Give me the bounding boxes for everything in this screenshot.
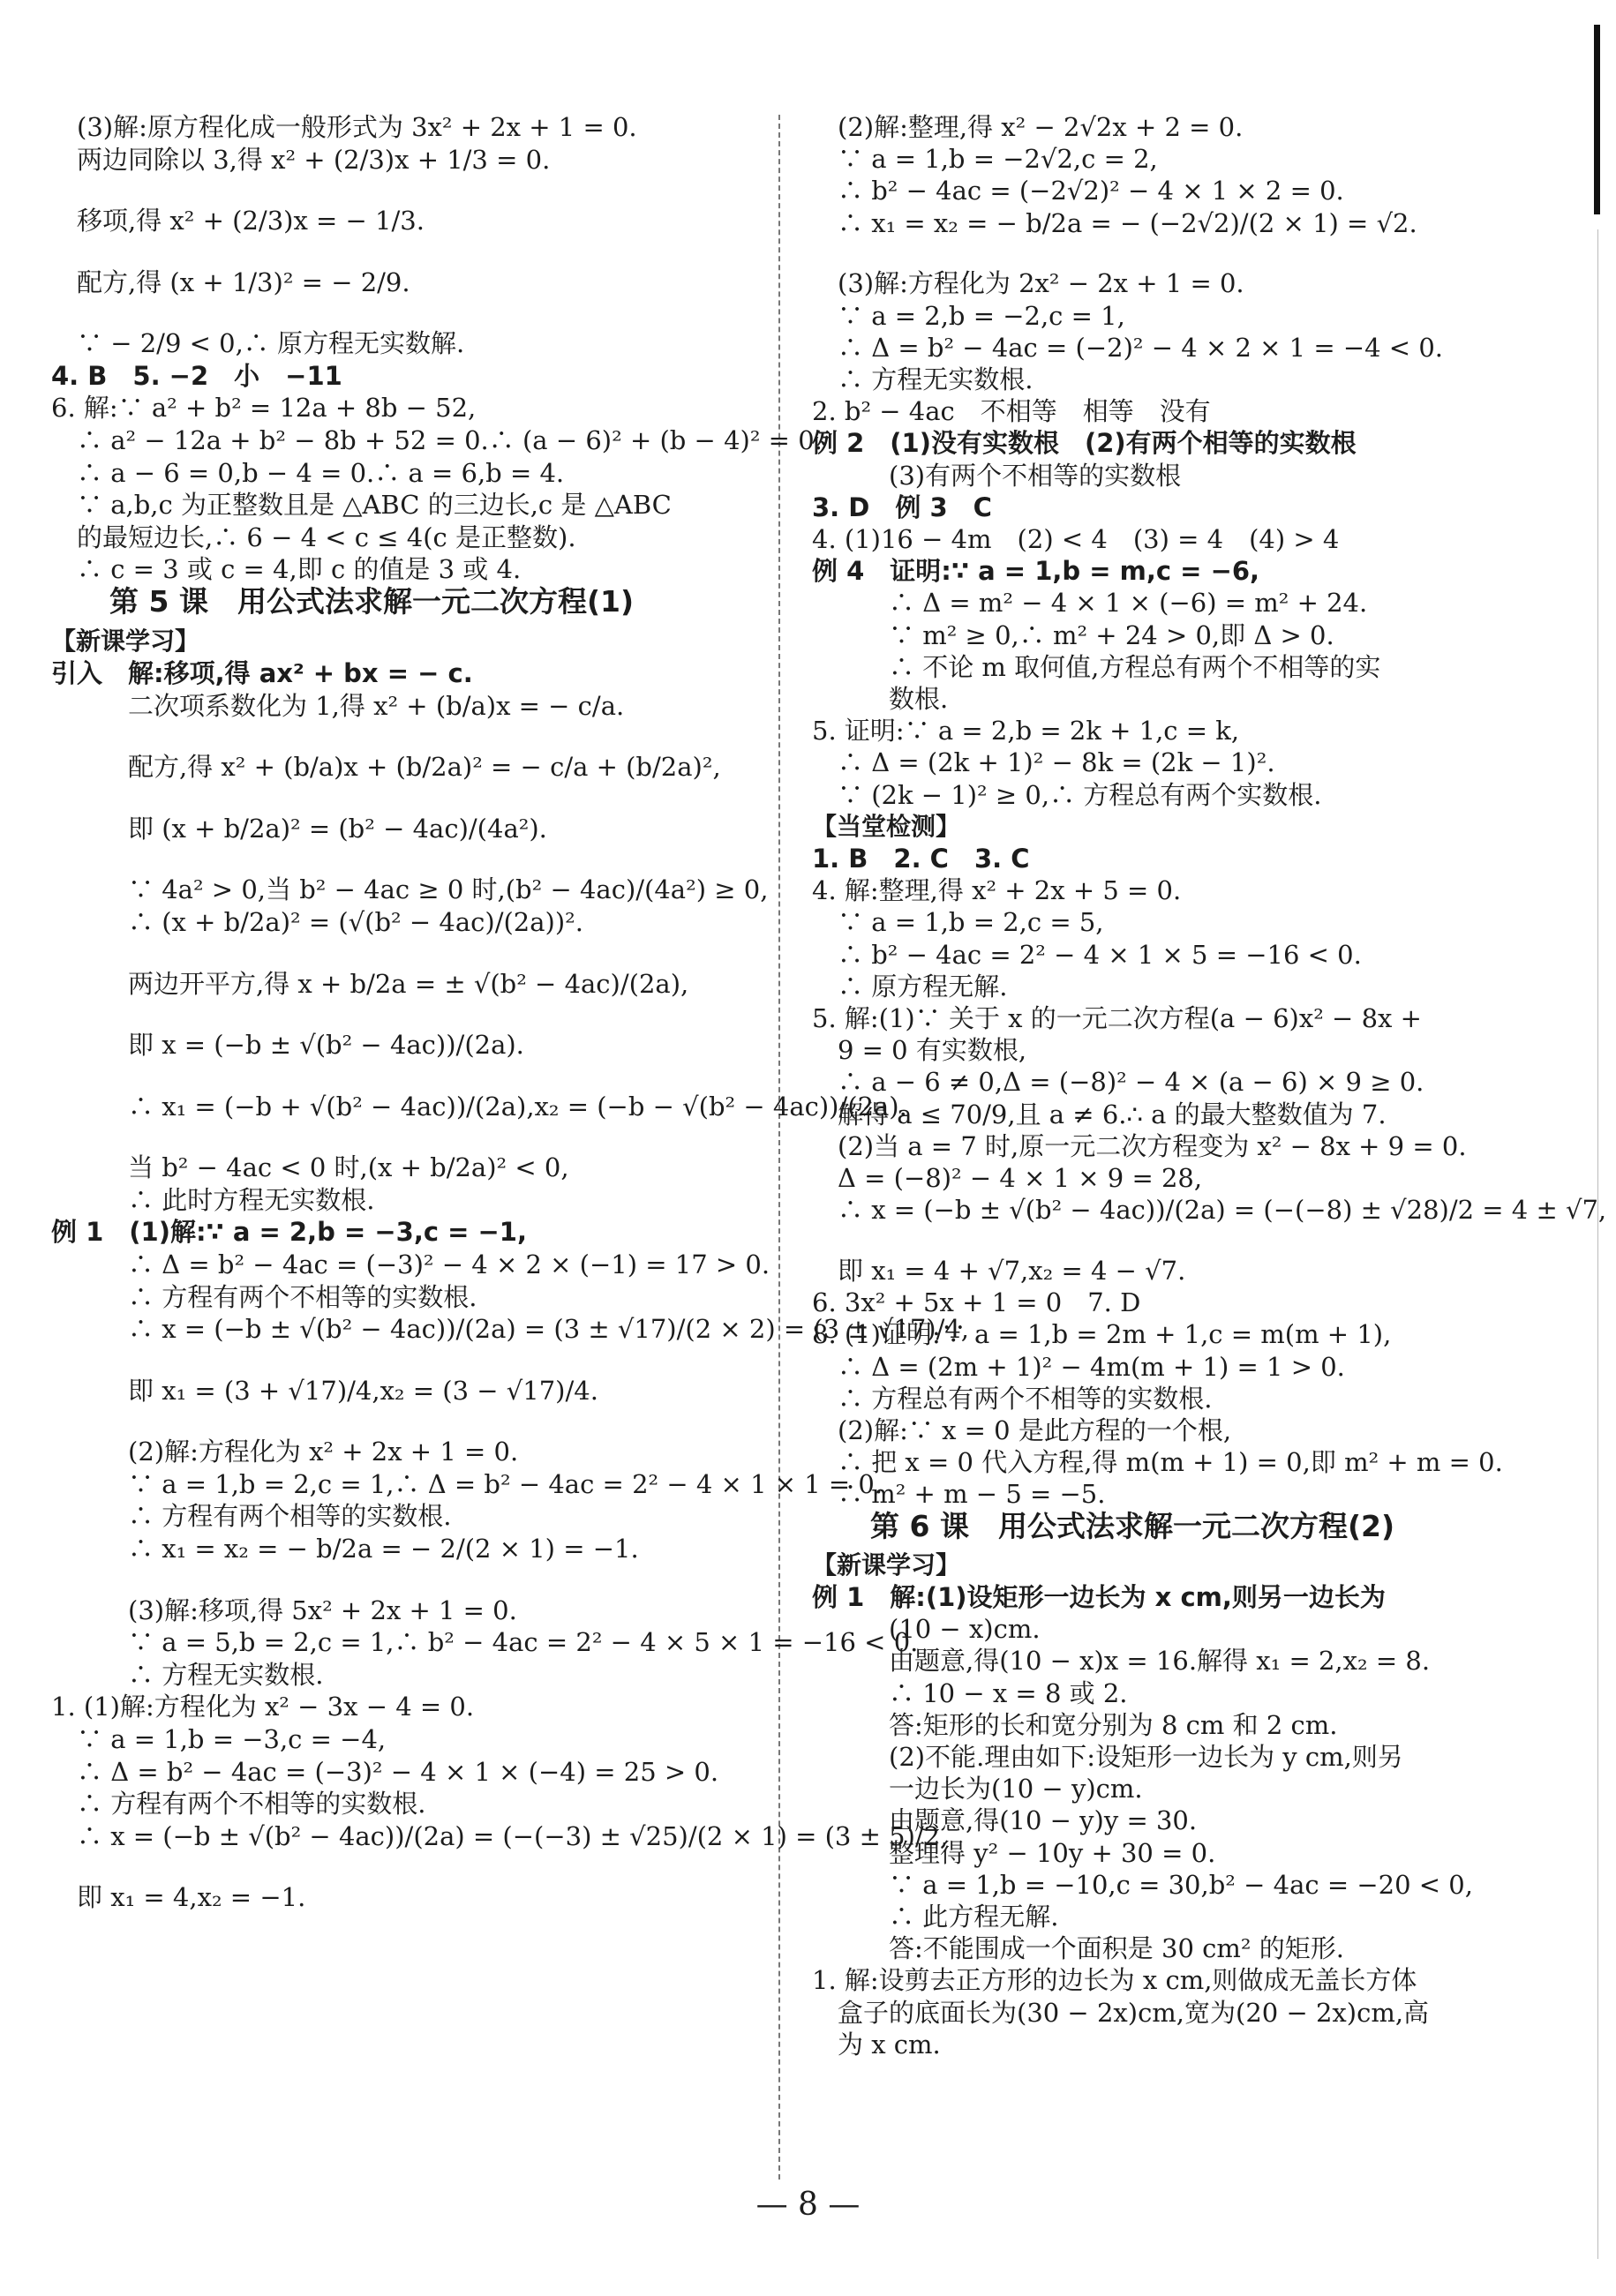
text-line: 当 b² − 4ac < 0 时,(x + b/2a)² < 0, xyxy=(51,1152,569,1183)
text-line: (3)有两个不相等的实数根 xyxy=(812,460,1182,491)
text-line: (3)解:移项,得 5x² + 2x + 1 = 0. xyxy=(51,1594,517,1625)
text-line: (10 − x)cm. xyxy=(812,1614,1041,1645)
text-line: ∴ 方程有两个相等的实数根. xyxy=(51,1501,452,1532)
text-line: ∴ Δ = (2m + 1)² − 4m(m + 1) = 1 > 0. xyxy=(812,1351,1345,1382)
text-line: ∴ 10 − x = 8 或 2. xyxy=(812,1677,1128,1708)
text-line: (3)解:原方程化成一般形式为 3x² + 2x + 1 = 0. xyxy=(51,112,637,142)
text-line: 配方,得 (x + 1/3)² = − 2/9. xyxy=(51,266,410,297)
section-heading: 【新课学习】 xyxy=(812,1549,961,1579)
text-line: ∴ c = 3 或 c = 4,即 c 的值是 3 或 4. xyxy=(51,554,522,585)
text-line: 9 = 0 有实数根, xyxy=(812,1035,1027,1066)
text-line: 即 x₁ = 4,x₂ = −1. xyxy=(51,1882,306,1913)
text-line: ∴ Δ = b² − 4ac = (−3)² − 4 × 1 × (−4) = 25 > 0. xyxy=(51,1756,719,1787)
text-line: ∵ a = 5,b = 2,c = 1,∴ b² − 4ac = 2² − 4 × 5 × 1 = −16 < 0. xyxy=(51,1627,919,1658)
text-line: 1. B 2. C 3. C xyxy=(812,843,1030,874)
text-line: 答:不能围成一个面积是 30 cm² 的矩形. xyxy=(812,1933,1344,1964)
text-line: ∵ a = 2,b = −2,c = 1, xyxy=(812,300,1125,331)
text-line: ∵ 4a² > 0,当 b² − 4ac ≥ 0 时,(b² − 4ac)/(4a²) ≥ 0, xyxy=(51,874,769,905)
text-line: 一边长为(10 − y)cm. xyxy=(812,1774,1143,1805)
text-line: 6. 3x² + 5x + 1 = 0 7. D xyxy=(812,1287,1141,1318)
text-line: 即 (x + b/2a)² = (b² − 4ac)/(4a²). xyxy=(51,813,547,844)
text-line: ∴ b² − 4ac = (−2√2)² − 4 × 1 × 2 = 0. xyxy=(812,176,1344,206)
text-line: ∴ x = (−b ± √(b² − 4ac))/(2a) = (−(−3) ± √25)/(2 × 1) = (3 ± 5)/2, xyxy=(51,1820,949,1851)
text-line: ∴ 方程总有两个不相等的实数根. xyxy=(812,1383,1213,1414)
text-line: ∵ a = 1,b = −2√2,c = 2, xyxy=(812,144,1158,175)
text-line: ∴ 把 x = 0 代入方程,得 m(m + 1) = 0,即 m² + m = 0. xyxy=(812,1447,1503,1478)
text-line: (2)解:整理,得 x² − 2√2x + 2 = 0. xyxy=(812,112,1244,142)
text-line: ∴ m² + m − 5 = −5. xyxy=(812,1479,1106,1510)
text-line: 二次项系数化为 1,得 x² + (b/a)x = − c/a. xyxy=(51,690,625,721)
text-line: 例 2 (1)没有实数根 (2)有两个相等的实数根 xyxy=(812,428,1357,459)
text-line: (2)当 a = 7 时,原一元二次方程变为 x² − 8x + 9 = 0. xyxy=(812,1130,1467,1161)
text-line: 移项,得 x² + (2/3)x = − 1/3. xyxy=(51,206,425,236)
text-line: 配方,得 x² + (b/a)x + (b/2a)² = − c/a + (b/2a)², xyxy=(51,752,721,783)
text-line: 6. 解:∵ a² + b² = 12a + 8b − 52, xyxy=(51,393,477,424)
text-line: 例 4 证明:∵ a = 1,b = m,c = −6, xyxy=(812,556,1260,587)
text-line: ∵ m² ≥ 0,∴ m² + 24 > 0,即 Δ > 0. xyxy=(812,619,1334,650)
text-line: ∴ Δ = m² − 4 × 1 × (−6) = m² + 24. xyxy=(812,588,1368,619)
text-line: ∴ a − 6 ≠ 0,Δ = (−8)² − 4 × (a − 6) × 9 ≥ 0. xyxy=(812,1067,1424,1098)
text-line: 4. 解:整理,得 x² + 2x + 5 = 0. xyxy=(812,875,1182,906)
text-line: 5. 证明:∵ a = 2,b = 2k + 1,c = k, xyxy=(812,716,1240,747)
text-line: ∴ 不论 m 取何值,方程总有两个不相等的实 xyxy=(812,651,1381,682)
text-line: ∴ 此方程无解. xyxy=(812,1901,1059,1932)
text-line: 引入 解:移项,得 ax² + bx = − c. xyxy=(51,658,473,689)
text-line: ∵ a = 1,b = −3,c = −4, xyxy=(51,1724,387,1755)
text-line: 两边同除以 3,得 x² + (2/3)x + 1/3 = 0. xyxy=(51,144,551,175)
text-line: ∴ x = (−b ± √(b² − 4ac))/(2a) = (3 ± √17)/(2 × 2) = (3 ± √17)/4, xyxy=(51,1314,970,1345)
text-line: ∴ 方程无实数根. xyxy=(51,1659,324,1690)
text-line: 解得 a ≤ 70/9,且 a ≠ 6.∴ a 的最大整数值为 7. xyxy=(812,1099,1387,1129)
section-heading: 【当堂检测】 xyxy=(812,811,961,841)
text-line: ∴ 方程无实数根. xyxy=(812,364,1033,394)
text-line: 为 x cm. xyxy=(812,2029,941,2060)
text-line: ∴ x = (−b ± √(b² − 4ac))/(2a) = (−(−8) ± √28)/2 = 4 ± √7, xyxy=(812,1195,1607,1226)
text-line: ∴ a − 6 = 0,b − 4 = 0.∴ a = 6,b = 4. xyxy=(51,457,565,488)
text-line: 即 x₁ = 4 + √7,x₂ = 4 − √7. xyxy=(812,1255,1186,1286)
text-line: (2)解:方程化为 x² + 2x + 1 = 0. xyxy=(51,1437,519,1467)
text-line: 4. B 5. −2 小 −11 xyxy=(51,360,342,391)
text-line: (2)解:∵ x = 0 是此方程的一个根, xyxy=(812,1414,1232,1445)
text-line: 整理得 y² − 10y + 30 = 0. xyxy=(812,1837,1216,1868)
text-line: 盒子的底面长为(30 − 2x)cm,宽为(20 − 2x)cm,高 xyxy=(812,1997,1430,2028)
text-line: ∴ a² − 12a + b² − 8b + 52 = 0.∴ (a − 6)² + (b − 4)² = 0. xyxy=(51,425,823,456)
text-line: 8. (1)证明:∵ a = 1,b = 2m + 1,c = m(m + 1), xyxy=(812,1319,1392,1350)
text-line: Δ = (−8)² − 4 × 1 × 9 = 28, xyxy=(812,1162,1203,1193)
text-line: ∵ a = 1,b = 2,c = 1,∴ Δ = b² − 4ac = 2² − 4 × 1 × 1 = 0. xyxy=(51,1468,883,1499)
text-line: ∴ (x + b/2a)² = (√(b² − 4ac)/(2a))². xyxy=(51,907,583,938)
binding-edge-bar xyxy=(1594,25,1600,214)
text-line: 3. D 例 3 C xyxy=(812,491,992,522)
text-line: ∴ x₁ = x₂ = − b/2a = − 2/(2 × 1) = −1. xyxy=(51,1534,639,1564)
text-line: 例 1 (1)解:∵ a = 2,b = −3,c = −1, xyxy=(51,1217,528,1248)
text-line: ∴ 此时方程无实数根. xyxy=(51,1184,375,1215)
text-line: 4. (1)16 − 4m (2) < 4 (3) = 4 (4) > 4 xyxy=(812,523,1340,554)
page-number: — 8 — xyxy=(755,2187,861,2223)
text-line: ∵ a = 1,b = 2,c = 5, xyxy=(812,907,1104,938)
text-line: ∵ (2k − 1)² ≥ 0,∴ 方程总有两个实数根. xyxy=(812,779,1322,810)
text-line: ∴ 方程有两个不相等的实数根. xyxy=(51,1281,477,1312)
text-line: ∴ Δ = b² − 4ac = (−2)² − 4 × 2 × 1 = −4 < 0. xyxy=(812,332,1443,363)
text-line: 两边开平方,得 x + b/2a = ± √(b² − 4ac)/(2a), xyxy=(51,968,689,999)
text-line: 1. 解:设剪去正方形的边长为 x cm,则做成无盖长方体 xyxy=(812,1965,1417,1996)
text-line: 由题意,得(10 − x)x = 16.解得 x₁ = 2,x₂ = 8. xyxy=(812,1646,1431,1677)
text-line: ∴ Δ = (2k + 1)² − 8k = (2k − 1)². xyxy=(812,747,1275,778)
text-line: ∴ 方程有两个不相等的实数根. xyxy=(51,1789,426,1820)
text-line: 由题意,得(10 − y)y = 30. xyxy=(812,1805,1198,1836)
text-line: ∵ a = 1,b = −10,c = 30,b² − 4ac = −20 < 0, xyxy=(812,1869,1473,1900)
section-heading: 【新课学习】 xyxy=(51,626,200,656)
lesson-title: 第 5 课 用公式法求解一元二次方程(1) xyxy=(51,584,635,619)
lesson-title: 第 6 课 用公式法求解一元二次方程(2) xyxy=(812,1508,1395,1543)
text-line: ∵ − 2/9 < 0,∴ 原方程无实数解. xyxy=(51,328,465,359)
text-line: 答:矩形的长和宽分别为 8 cm 和 2 cm. xyxy=(812,1709,1338,1740)
text-line: 即 x₁ = (3 + √17)/4,x₂ = (3 − √17)/4. xyxy=(51,1375,598,1406)
text-line: 5. 解:(1)∵ 关于 x 的一元二次方程(a − 6)x² − 8x + xyxy=(812,1002,1422,1033)
text-line: 1. (1)解:方程化为 x² − 3x − 4 = 0. xyxy=(51,1692,475,1722)
text-line: 的最短边长,∴ 6 − 4 < c ≤ 4(c 是正整数). xyxy=(51,521,576,552)
text-line: ∴ x₁ = (−b + √(b² − 4ac))/(2a),x₂ = (−b − √(b² − 4ac))/(2a). xyxy=(51,1091,907,1122)
text-line: ∵ a,b,c 为正整数且是 △ABC 的三边长,c 是 △ABC xyxy=(51,490,672,521)
text-line: 2. b² − 4ac 不相等 相等 没有 xyxy=(812,396,1211,427)
text-line: ∴ 原方程无解. xyxy=(812,971,1008,1002)
text-line: (3)解:方程化为 2x² − 2x + 1 = 0. xyxy=(812,268,1244,299)
text-line: 即 x = (−b ± √(b² − 4ac))/(2a). xyxy=(51,1030,524,1061)
binding-edge-line xyxy=(1597,229,1598,2259)
text-line: 例 1 解:(1)设矩形一边长为 x cm,则另一边长为 xyxy=(812,1581,1386,1612)
text-line: ∴ x₁ = x₂ = − b/2a = − (−2√2)/(2 × 1) = √2. xyxy=(812,207,1417,238)
text-line: ∴ b² − 4ac = 2² − 4 × 1 × 5 = −16 < 0. xyxy=(812,939,1362,970)
text-line: ∴ Δ = b² − 4ac = (−3)² − 4 × 2 × (−1) = 17 > 0. xyxy=(51,1249,770,1279)
text-line: (2)不能.理由如下:设矩形一边长为 y cm,则另 xyxy=(812,1741,1403,1772)
text-line: 数根. xyxy=(812,683,949,714)
